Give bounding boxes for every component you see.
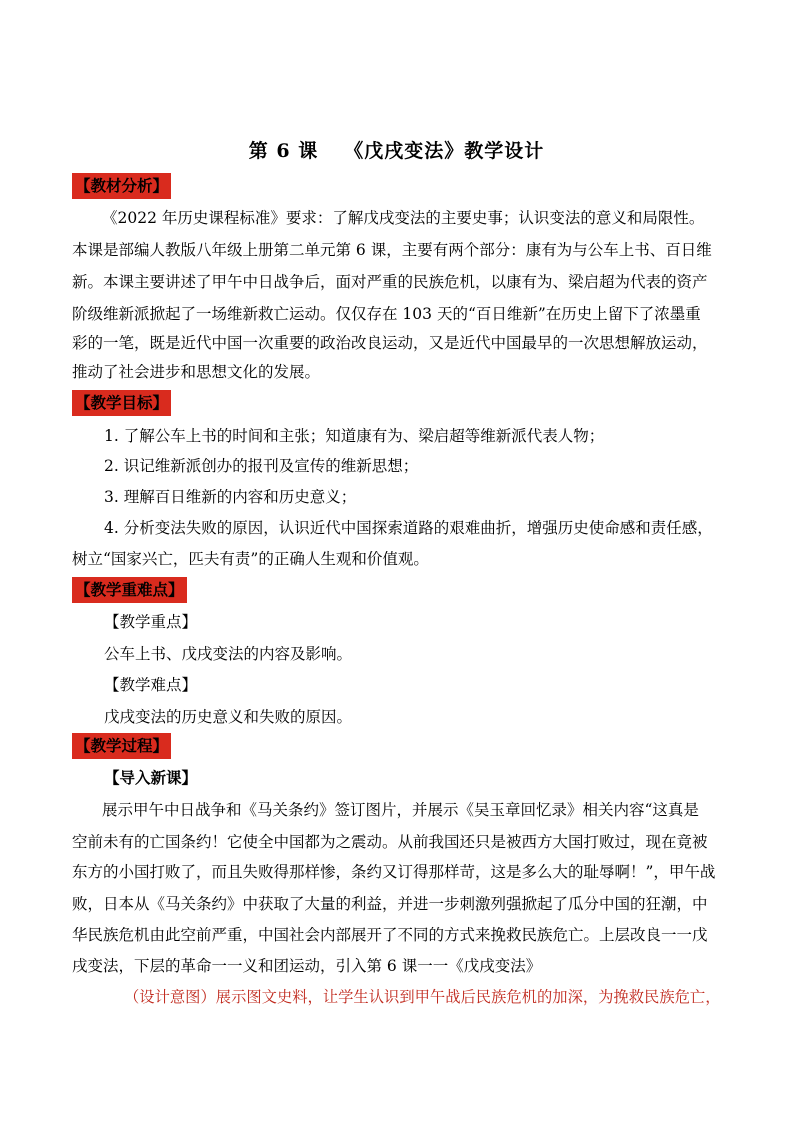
intro-line: 戌变法，下层的革命一一义和团运动，引入第 6 课一一《戊戌变法》 <box>72 957 542 975</box>
heading-textbook-analysis: 【教材分析】 <box>72 173 171 199</box>
heading-teaching-process: 【教学过程】 <box>72 733 171 759</box>
goal-item: 4. 分析变法失败的原因，认识近代中国探索道路的艰难曲折，增强历史使命感和责任感， <box>104 519 713 537</box>
difficulty-text: 戊戌变法的历史意义和失败的原因。 <box>104 708 353 726</box>
intro-line: 败，日本从《马关条约》中获取了大量的利益，并进一步刺激列强掀起了瓜分中国的狂潮，中 <box>72 895 708 913</box>
analysis-line: 本课是部编人教版八年级上册第二单元第 6 课，主要有两个部分：康有为与公车上书、百日维 <box>72 241 712 259</box>
intro-label: 【导入新课】 <box>104 768 198 787</box>
document-title <box>0 136 793 163</box>
goal-item: 1. 了解公车上书的时间和主张；知道康有为、梁启超等维新派代表人物； <box>104 427 605 445</box>
goal-item: 2. 识记维新派创办的报刊及宣传的维新思想； <box>104 457 419 475</box>
focus-text: 公车上书、戊戌变法的内容及影响。 <box>104 645 353 663</box>
goal-item: 3. 理解百日维新的内容和历史意义； <box>104 488 357 506</box>
goal-item-continued: 树立“国家兴亡，匹夫有责”的正确人生观和价值观。 <box>72 550 429 568</box>
analysis-line: 推动了社会进步和思想文化的发展。 <box>72 363 321 381</box>
difficulty-label: 【教学难点】 <box>104 676 198 694</box>
lesson-number: 第 6 课 <box>248 140 319 162</box>
analysis-line: 阶级维新派掀起了一场维新救亡运动。仅仅存在 103 天的“百日维新”在历史上留下了浓墨重 <box>72 305 701 323</box>
heading-key-difficult-points: 【教学重难点】 <box>72 577 187 603</box>
analysis-line: 彩的一笔，既是近代中国一次重要的政治改良运动，又是近代中国最早的一次思想解放运动， <box>72 334 708 352</box>
intro-line: 展示甲午中日战争和《马关条约》签订图片，并展示《吴玉章回忆录》相关内容“这真是 <box>102 801 699 819</box>
intro-line: 华民族危机由此空前严重，中国社会内部展开了不同的方式来挽救民族危亡。上层改良一一戊 <box>72 926 708 944</box>
design-intent: （设计意图）展示图文史料，让学生认识到甲午战后民族危机的加深，为挽救民族危亡， <box>124 988 721 1006</box>
analysis-line: 《2022 年历史课程标准》要求：了解戊戌变法的主要史事；认识变法的意义和局限性。 <box>102 209 705 227</box>
focus-label: 【教学重点】 <box>104 613 198 631</box>
heading-teaching-goals: 【教学目标】 <box>72 390 171 416</box>
lesson-name: 《戊戌变法》教学设计 <box>344 140 545 162</box>
intro-line: 东方的小国打败了，而且失败得那样惨，条约又订得那样苛，这是多么大的耻辱啊！”，甲午战 <box>72 863 716 881</box>
analysis-line: 新。本课主要讲述了甲午中日战争后，面对严重的民族危机，以康有为、梁启超为代表的资产 <box>72 273 708 291</box>
intro-line: 空前未有的亡国条约！它使全中国都为之震动。从前我国还只是被西方大国打败过，现在竟被 <box>72 833 708 851</box>
